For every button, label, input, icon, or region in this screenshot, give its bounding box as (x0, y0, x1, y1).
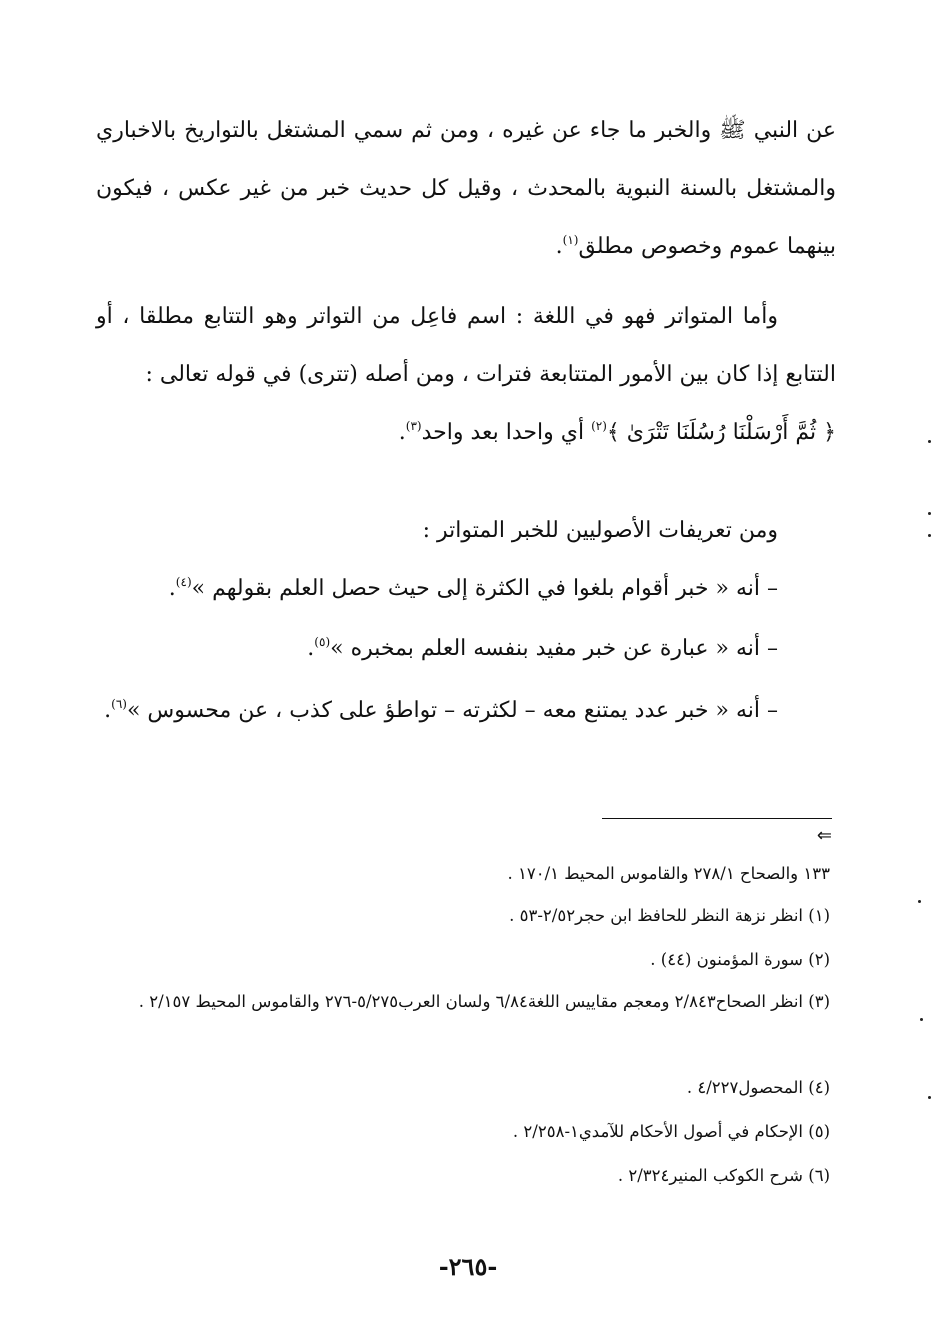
paragraph-2-tail: أي واحدا بعد واحد (421, 420, 592, 445)
footnote-6: (٦) شرح الكوكب المنير٢/٣٢٤ . (617, 1166, 830, 1185)
paragraph-2: وأما المتواتر فهو في اللغة : اسم فاعِل من التواتر وهو التتابع مطلقا ، أو التتابع إذا كان بين الأمور المتتابعة فترات ، ومن أصله (تترى) في قوله تعالى : ﴿ ثُمَّ أَرْسَلْنَا رُسُلَنَا تَتْرَىٰ ﴾$^{(٢)}$ أي واحدا بعد واحد$^{(٣)}$. (96, 304, 836, 445)
definition-3: – أنه « خبر عدد يمتنع معه – لكثرته – تواطؤ على كذب ، عن محسوس »$^{(٦)}$. (104, 697, 778, 723)
paragraph-3 (96, 502, 836, 560)
margin-speck (918, 900, 921, 903)
definition-2: – أنه « عبارة عن خبر مفيد بنفسه العلم بمخبره »$^{(٥)}$. (307, 635, 778, 661)
margin-speck (928, 1096, 931, 1099)
margin-speck (920, 1018, 923, 1021)
footnote-5: (٥) الإحكام في أصول الأحكام للآمدي١-٢/٢٥٨ . (512, 1122, 830, 1141)
quran-verse: ﴿ ثُمَّ أَرْسَلْنَا رُسُلَنَا تَتْرَىٰ ﴾ (606, 420, 836, 445)
footnote-3: (٣) انظر الصحاح٢/٨٤٣ ومعجم مقاييس اللغة٦/٨٤ ولسان العرب٥/٢٧٥-٢٧٦ والقاموس المحيط ٢/١٥٧ . (138, 992, 830, 1011)
footnote-4: (٤) المحصول٤/٢٢٧ . (686, 1078, 830, 1097)
definition-1-text: – أنه « خبر أقوام بلغوا في الكثرة إلى حيث حصل العلم بقولهم » (191, 576, 778, 601)
continuation-arrow-icon: ⇐ (816, 825, 832, 846)
footnote-ref-3: (٣) (405, 419, 422, 433)
definition-1: – أنه « خبر أقوام بلغوا في الكثرة إلى حيث حصل العلم بقولهم »$^{(٤)}$. (168, 575, 778, 601)
margin-speck (928, 440, 931, 443)
definitions-heading: ومن تعريفات الأصوليين للخبر المتواتر : (422, 518, 778, 543)
definition-3-text: – أنه « خبر عدد يمتنع معه – لكثرته – تواطؤ على كذب ، عن محسوس » (126, 698, 778, 723)
definition-2-text: – أنه « عبارة عن خبر مفيد بنفسه العلم بمخبره » (330, 636, 778, 661)
footnote-ref-1: (١) (562, 233, 579, 247)
footnote-divider (602, 818, 832, 819)
margin-speck (928, 534, 931, 537)
footnote-ref-2: (٢) (591, 419, 607, 433)
margin-speck (928, 512, 931, 515)
footnote-ref-4: (٤) (175, 575, 192, 589)
paragraph-2-text: وأما المتواتر فهو في اللغة : اسم فاعِل من التواتر وهو التتابع مطلقا ، أو التتابع إذا كان بين الأمور المتتابعة فترات ، ومن أصله (تترى) في قوله تعالى : (96, 304, 836, 387)
footnote-ref-6: (٦) (111, 697, 127, 711)
footnote-ref-5: (٥) (314, 635, 331, 649)
footnote-1: (١) انظر نزهة النظر للحافظ ابن حجر٢/٥٢-٥٣ . (509, 906, 830, 925)
footnote-2: (٢) سورة المؤمنون (٤٤) . (650, 950, 830, 969)
page-number: -٢٦٥- (438, 1252, 498, 1281)
footnote-continued: ١٣٣ والصحاح ٢٧٨/١ والقاموس المحيط ١٧٠/١ . (507, 864, 830, 883)
paragraph-1-text: عن النبي ﷺ والخبر ما جاء عن غيره ، ومن ثم سمي المشتغل بالتواريخ بالاخباري والمشتغل بالسنة النبوية بالمحدث ، وقيل كل حديث خبر من غير عكس ، فيكون بينهما عموم وخصوص مطلق (96, 118, 836, 259)
paragraph-1: عن النبي ﷺ والخبر ما جاء عن غيره ، ومن ثم سمي المشتغل بالتواريخ بالاخباري والمشتغل بالسنة النبوية بالمحدث ، وقيل كل حديث خبر من غير عكس ، فيكون بينهما عموم وخصوص مطلق$^{(١)}$. (96, 118, 836, 259)
